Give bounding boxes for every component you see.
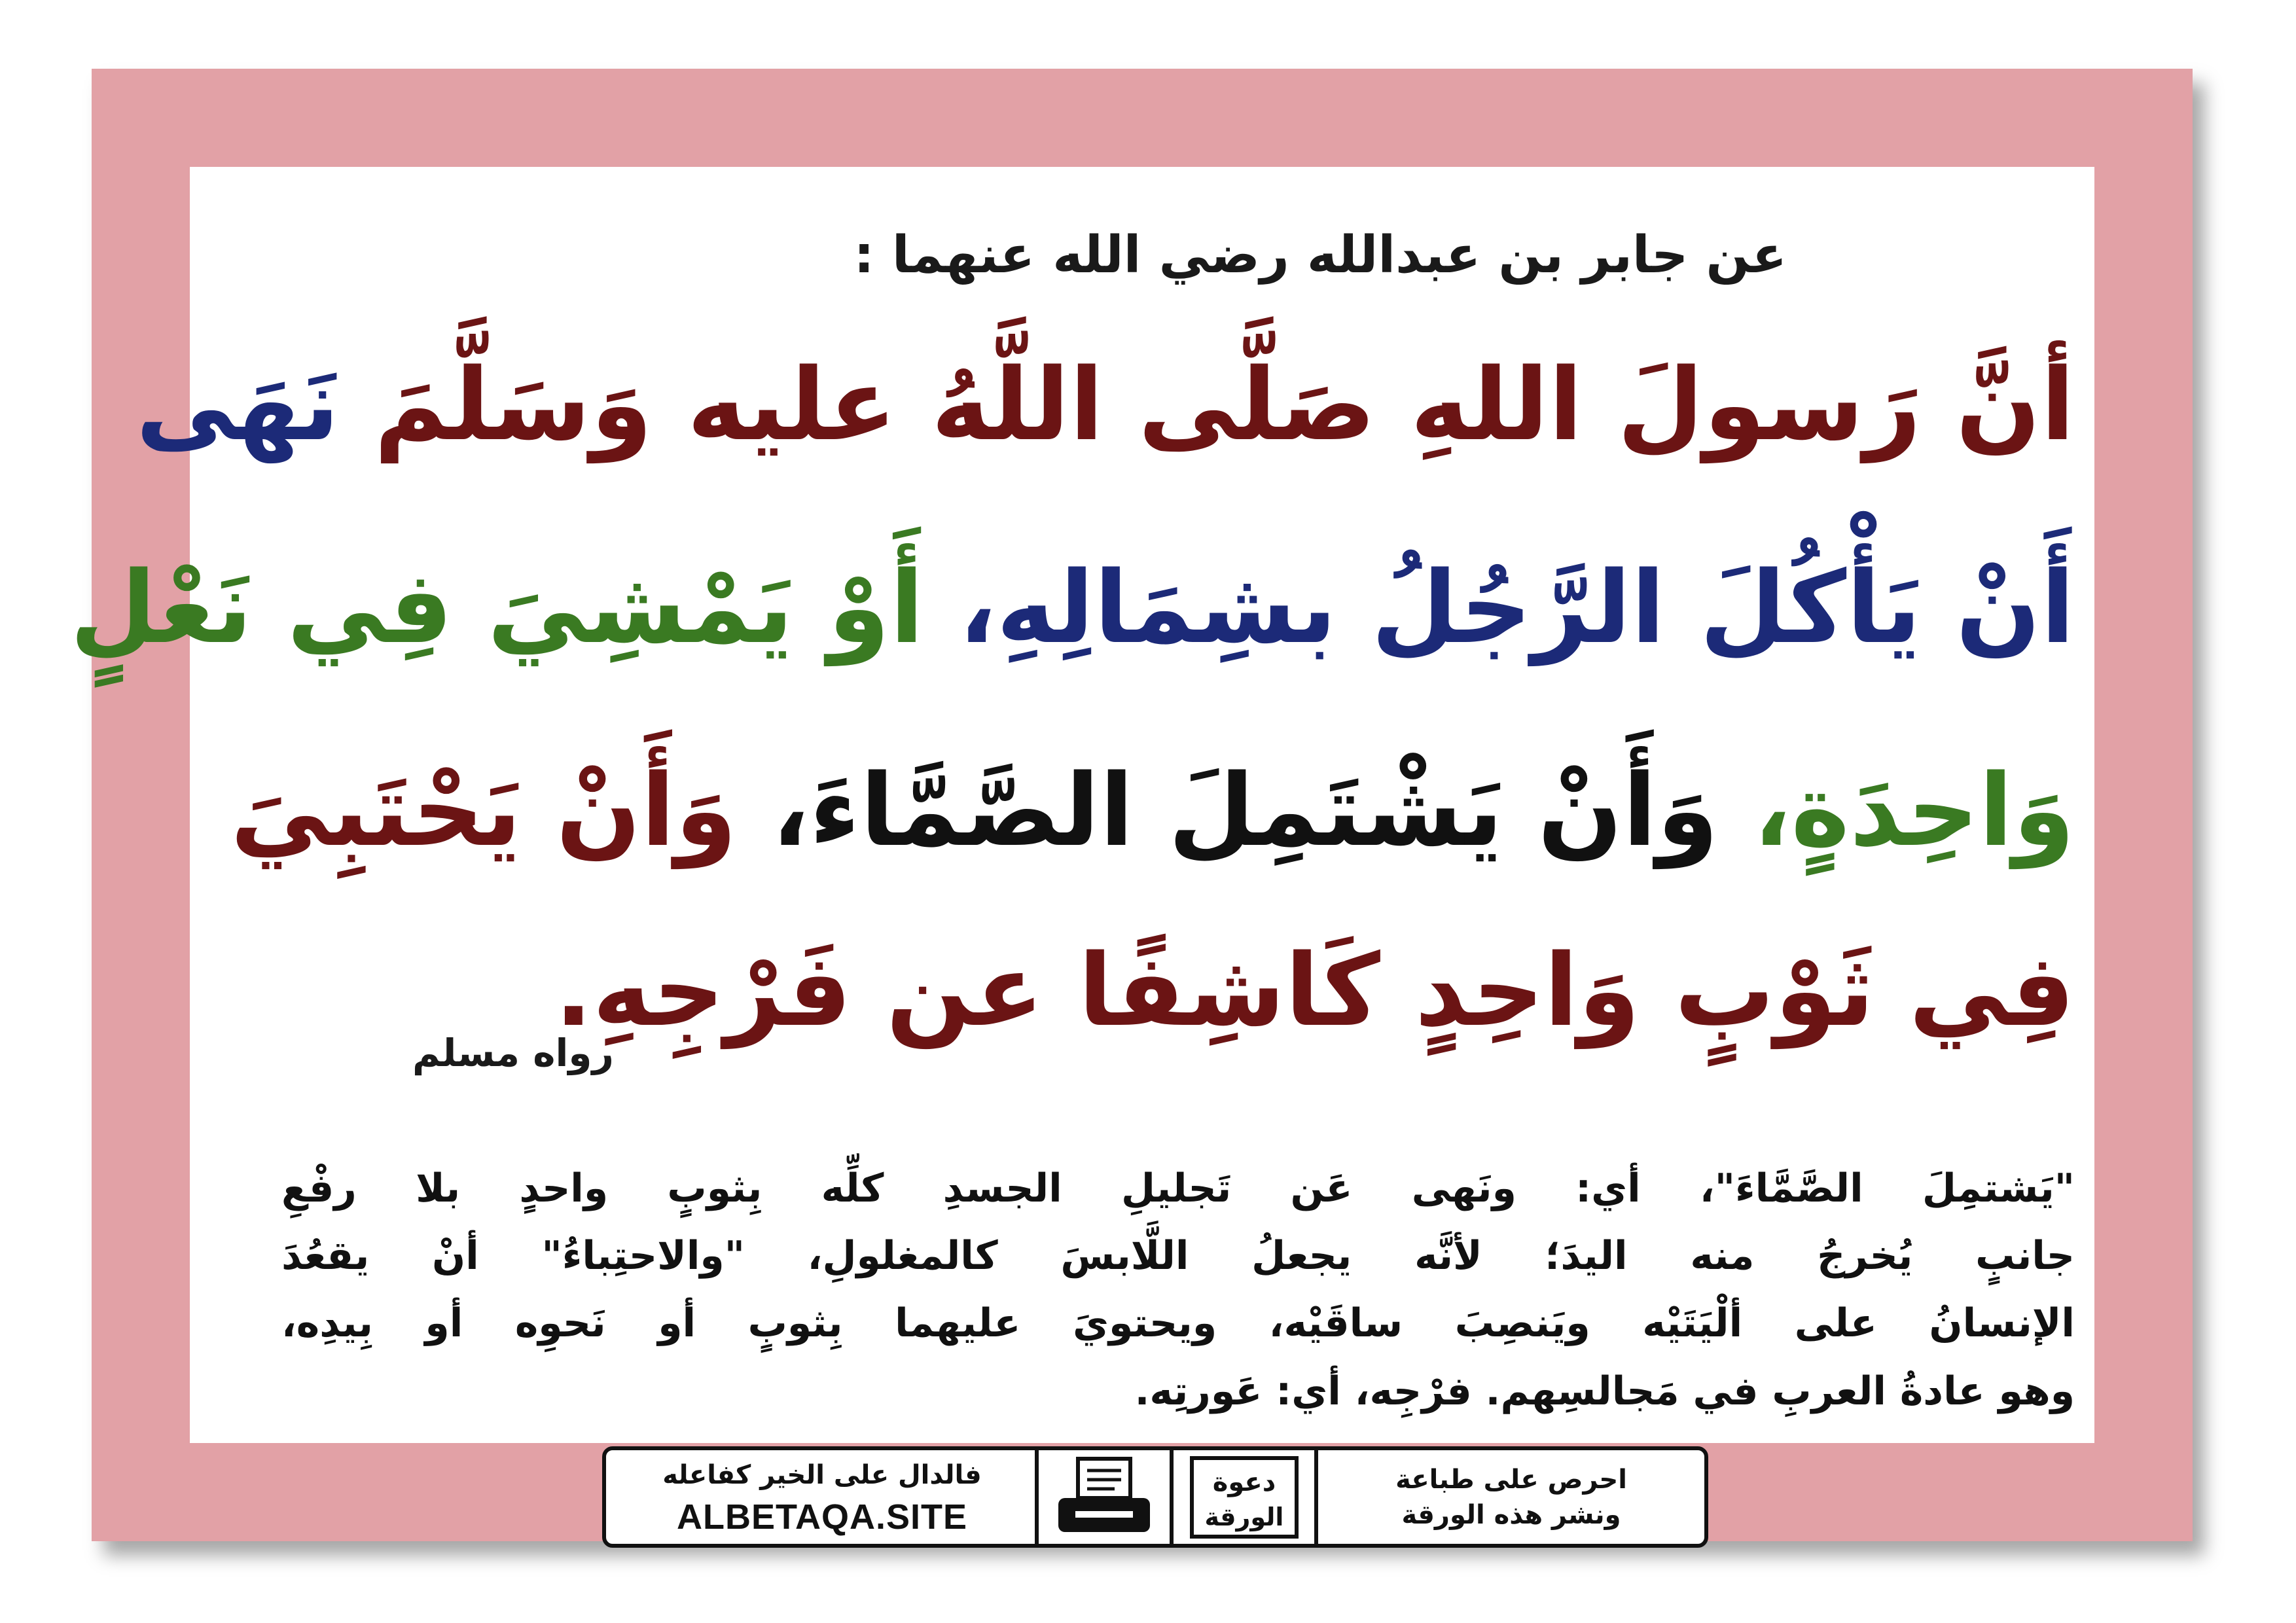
print-notice-line-1: احرص على طباعة bbox=[1395, 1464, 1627, 1495]
logo-text-2: الورقة bbox=[1204, 1502, 1283, 1531]
hadith-segment: نَهَى bbox=[135, 347, 340, 463]
hadith-segment: وَأَنْ يَحْتَبِيَ bbox=[230, 753, 737, 868]
site-info bbox=[606, 1450, 1038, 1544]
hadith-segment: وَاحِدَةٍ، bbox=[1718, 753, 2075, 868]
footer-bar bbox=[602, 1446, 1708, 1548]
narrator-attribution: رواه مسلم bbox=[412, 1031, 614, 1075]
hadith-segment: أنَّ رَسولَ اللهِ صَلَّى اللَّهُ عليه وَسَلَّمَ bbox=[339, 347, 2075, 463]
hadith-segment: فِي ثَوْبٍ وَاحِدٍ كَاشِفًا عن فَرْجِهِ. bbox=[554, 933, 2075, 1048]
hadith-intro: عن جابر بن عبدالله رضي الله عنهما : bbox=[853, 226, 1787, 285]
print-notice-line-2: ونشر هذه الورقة bbox=[1401, 1499, 1621, 1530]
hadith-segment: أَوْ يَمْشِيَ فِي نَعْلٍ bbox=[69, 550, 924, 666]
print-notice bbox=[1314, 1450, 1704, 1544]
hadith-segment: وَأَنْ يَشْتَمِلَ الصَّمَّاءَ، bbox=[736, 753, 1719, 868]
printer-box bbox=[1035, 1450, 1174, 1544]
logo-mark-icon bbox=[1189, 1455, 1300, 1540]
tagline: فالدال على الخير كفاعله bbox=[662, 1459, 982, 1490]
logo-text-1: دعوة bbox=[1212, 1467, 1276, 1497]
dawah-logo bbox=[1174, 1450, 1314, 1544]
explanation-paragraph bbox=[281, 1155, 2075, 1425]
site-url[interactable]: ALBETAQA.SITE bbox=[677, 1497, 967, 1537]
explanation-line: الإنسانُ على ألْيَتَيْه ويَنصِبَ ساقَيْه، ويحتويَ عليهما بِثوبٍ أو نَحوِه أو بِيدِه، bbox=[281, 1300, 2075, 1347]
printer-icon bbox=[1052, 1455, 1157, 1540]
explanation-line: جانبٍ يُخرجُ منه اليدَ؛ لأنَّه يجعلُ اللَّابسَ كالمغلولِ، "والاحتِباءُ" أنْ يقعُدَ bbox=[281, 1233, 2075, 1279]
hadith-line-1 bbox=[135, 347, 2075, 463]
hadith-line-4 bbox=[554, 933, 2075, 1048]
hadith-line-2 bbox=[69, 550, 2075, 666]
explanation-line: "يَشتمِلَ الصَّمَّاءَ"، أي: ونَهى عَن تَجليلِ الجسدِ كلِّه بِثوبٍ واحدٍ بلا رفْعِ bbox=[281, 1166, 2075, 1211]
hadith-line-3 bbox=[230, 753, 2075, 868]
explanation-line: وهو عادةُ العربِ في مَجالسِهم. فرْجِه، أي: عَورتِه. bbox=[1134, 1368, 2075, 1414]
content-area bbox=[69, 167, 2094, 1443]
hadith-segment: أَنْ يَأْكُلَ الرَّجُلُ بشِمَالِهِ، bbox=[924, 550, 2075, 666]
